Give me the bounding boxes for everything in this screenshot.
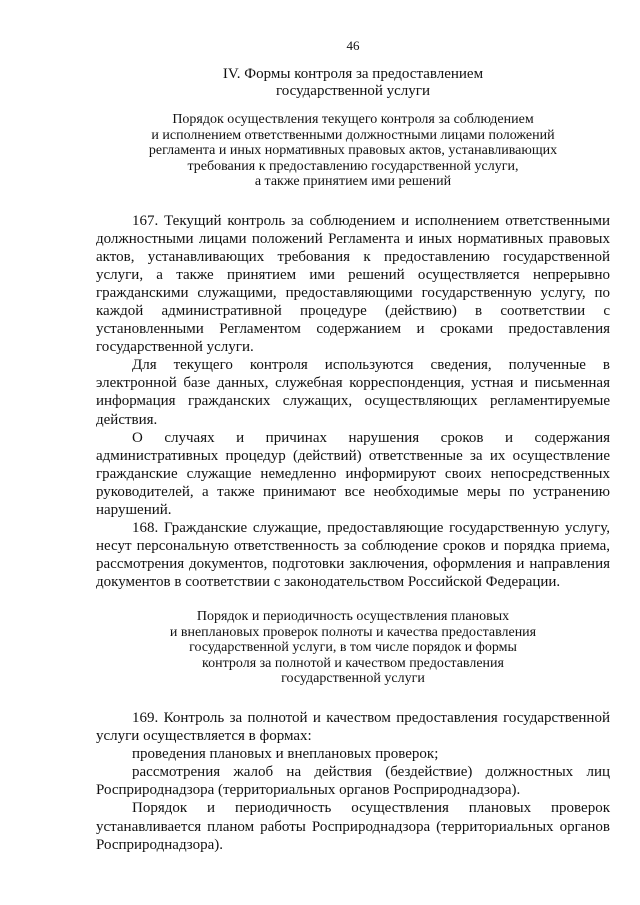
paragraph-form-inspections: проведения плановых и внеплановых проверок; (132, 746, 439, 763)
subsection-title-line: Порядок осуществления текущего контроля за соблюдением (172, 112, 534, 127)
subsection-title-inspections (96, 609, 610, 687)
paragraph-inspection-schedule: Порядок и периодичность осуществления плановых проверок устанавливается планом работы Росприроднадзора (территориальных органов Росприроднадзора). (96, 800, 610, 853)
subsection-title-current-control (96, 112, 610, 190)
subsection-title-line: контроля за полнотой и качеством предоставления (202, 655, 504, 671)
subsection-title-line: государственной услуги, в том числе порядок и формы (189, 640, 517, 656)
paragraph-168: 168. Гражданские служащие, предоставляющие государственную услугу, несут персональную ответственность за соблюдение сроков и порядка приема, рассмотрения документов, подготовки заключения, оформления и направления документов в соответствии с законодательством Российской Федерации. (96, 520, 610, 591)
subsection-title-line: государственной услуги (281, 671, 425, 687)
section-title-line: государственной услуги (276, 83, 430, 99)
subsection-title-line: и внеплановых проверок полноты и качества предоставления (169, 624, 537, 640)
subsection-title-line: регламента и иных нормативных правовых актов, устанавливающих (148, 143, 558, 158)
subsection-title-line: и исполнением ответственными должностными лицами положений (151, 127, 555, 143)
subsection-title-line: требования к предоставлению государственной услуги, (187, 158, 519, 174)
paragraph-sources: Для текущего контроля используются сведения, полученные в электронной базе данных, служебная корреспонденция, устная и письменная информация гражданских служащих, осуществляющих регламентируемые действия. (96, 357, 610, 428)
subsection-title-line: а также принятием ими решений (254, 174, 452, 189)
paragraph-violations: О случаях и причинах нарушения сроков и содержания административных процедур (действий) ответственные за их осуществление гражданские служащие немедленно информируют своих непосредственных руководителей, а также принимают все необходимые меры по устранению нарушений. (96, 429, 610, 518)
section-title (96, 66, 610, 100)
subsection-title-line: Порядок и периодичность осуществления плановых (196, 609, 510, 625)
paragraph-167: 167. Текущий контроль за соблюдением и исполнением ответственными должностными лицами положений Регламента и иных нормативных правовых актов, устанавливающих требования к предоставлению государственной услуги, а также принятием ими решений осуществляется непрерывно гражданскими служащими, предоставляющими государственную услугу, по каждой административной процедуре (действию) в соответствии с установленными Регламентом содержанием и сроками предоставления государственной услуги. (96, 212, 610, 356)
paragraph-169: 169. Контроль за полнотой и качеством предоставления государственной услуги осуществляется в формах: (96, 709, 610, 745)
page-number: 46 (346, 38, 360, 53)
paragraph-form-complaints: рассмотрения жалоб на действия (бездействие) должностных лиц Росприроднадзора (территориальных органов Росприроднадзора). (96, 764, 610, 799)
section-title-line: IV. Формы контроля за предоставлением (222, 66, 484, 82)
